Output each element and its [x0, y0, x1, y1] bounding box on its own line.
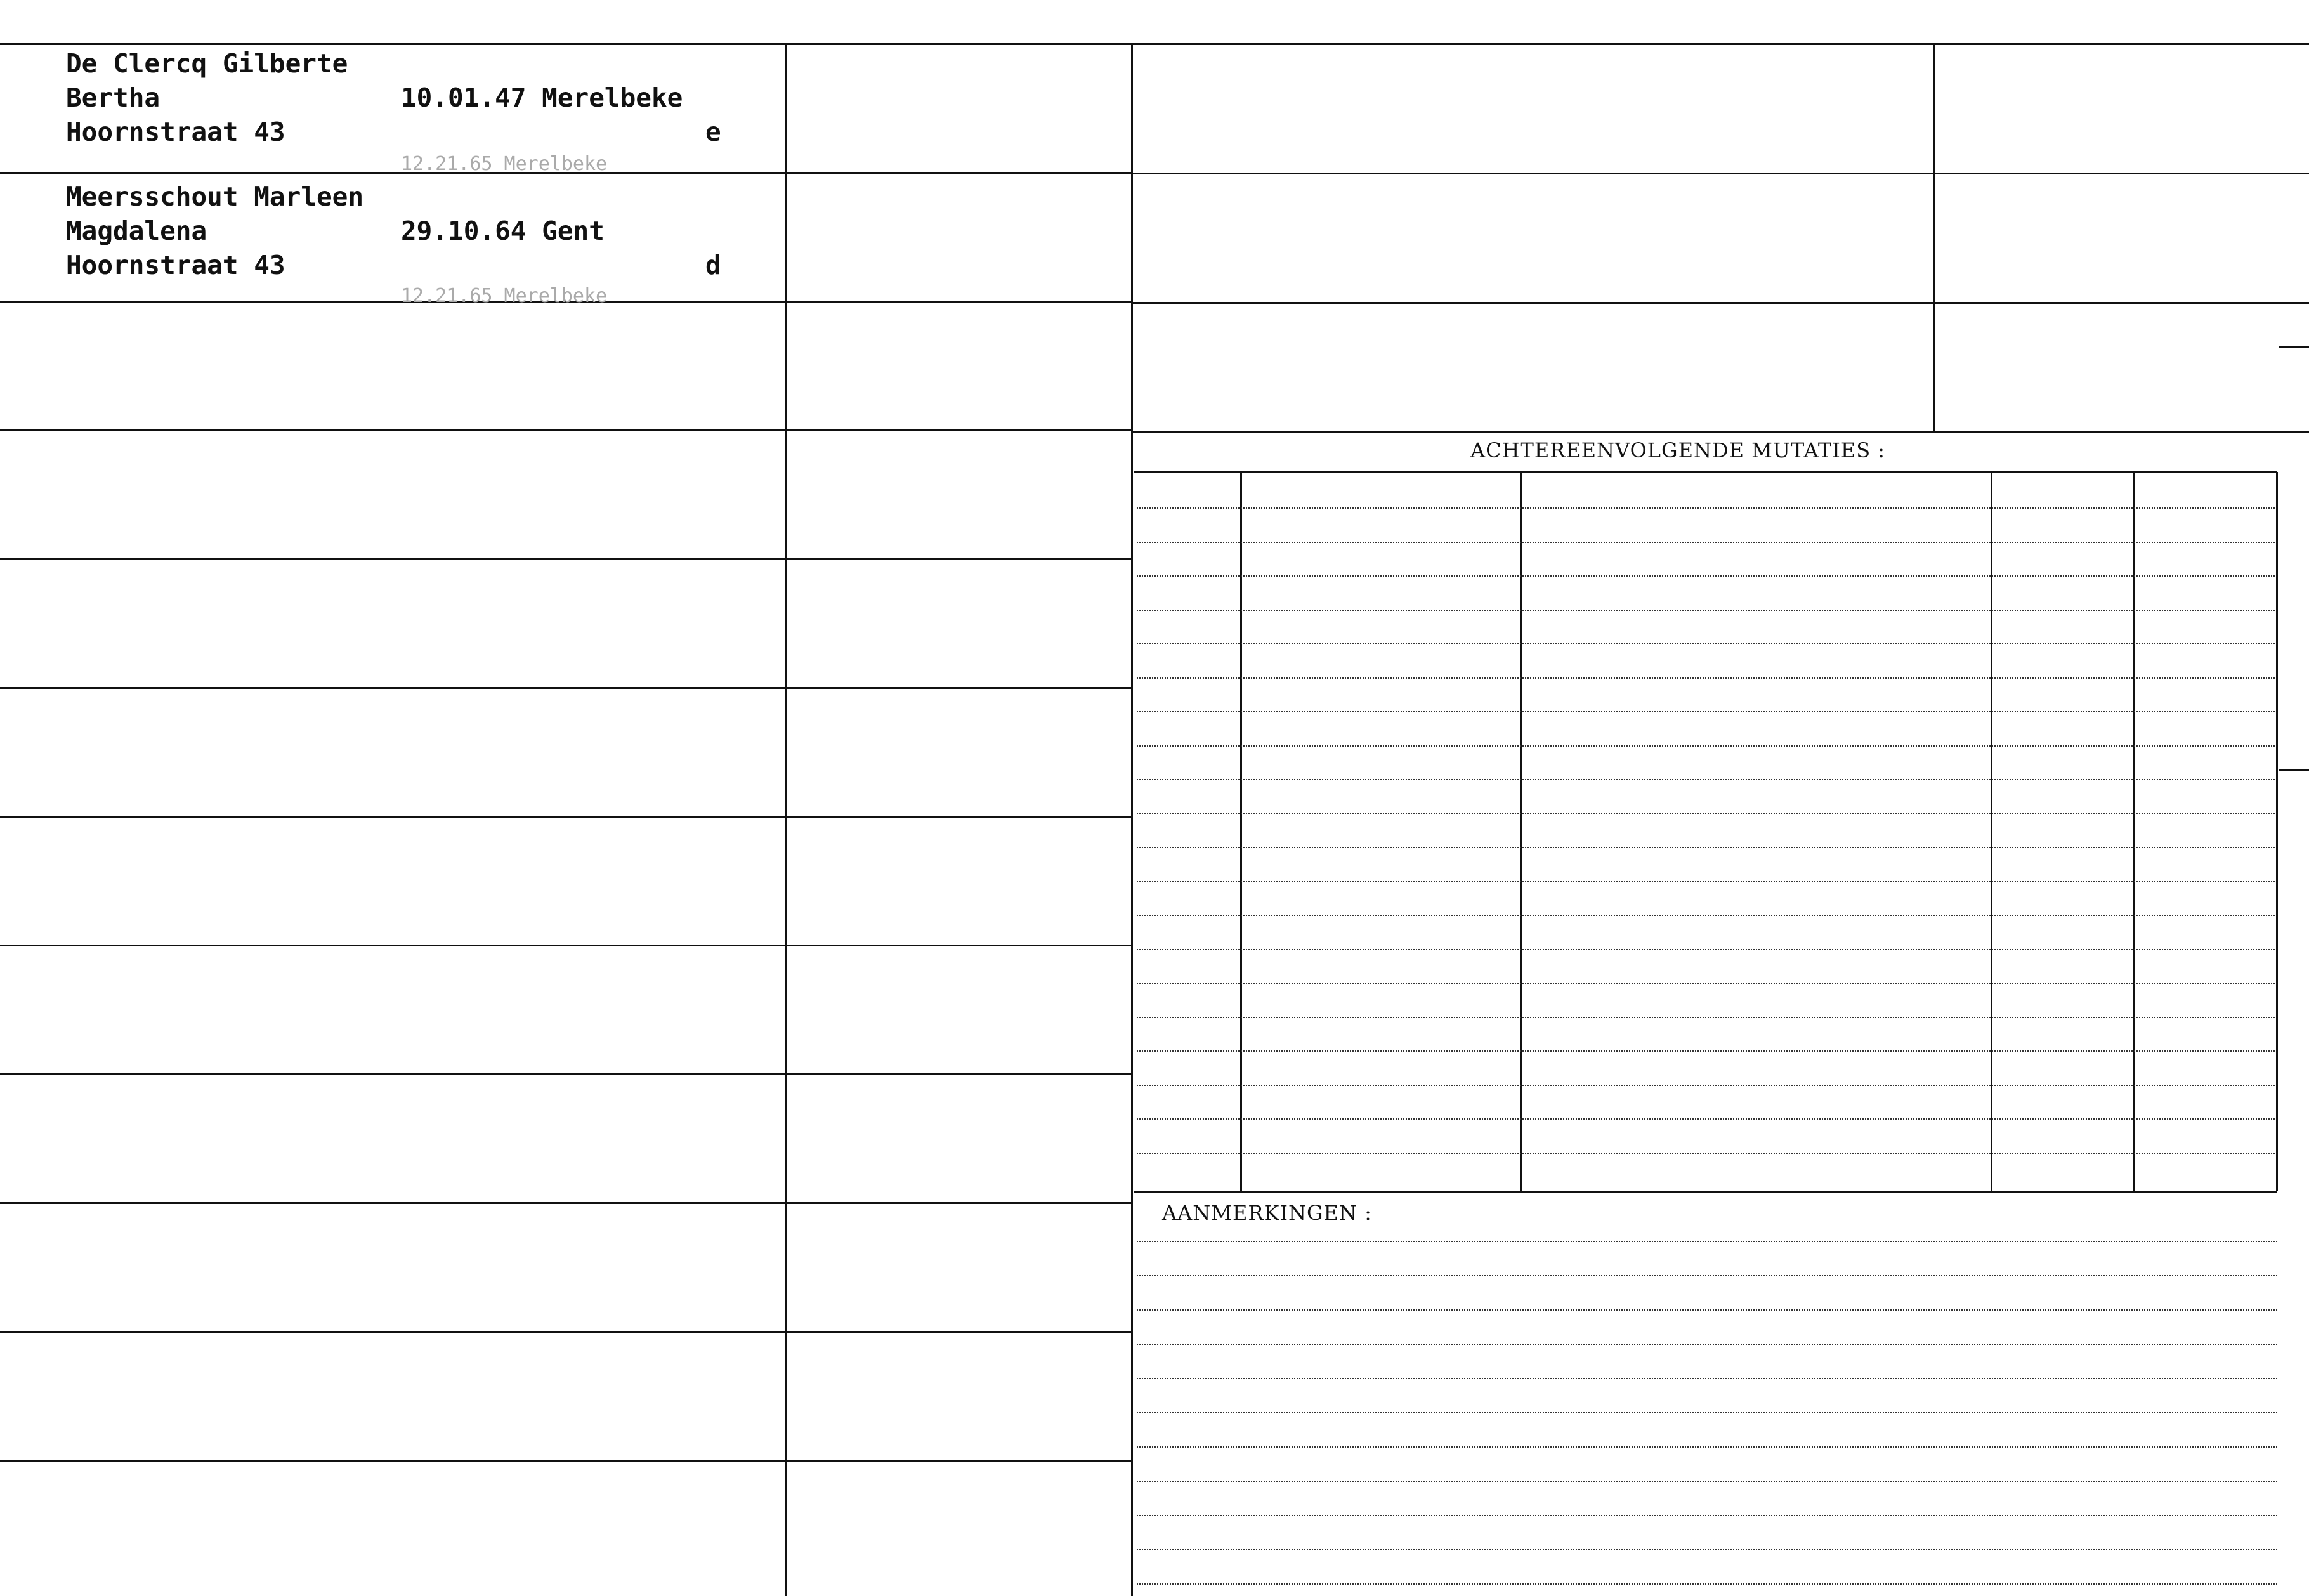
left-row-rule — [0, 1460, 1133, 1462]
remarks-row-line — [1137, 1515, 2277, 1516]
mutations-row-line — [1137, 575, 2275, 577]
mutations-row-line — [1137, 711, 2275, 712]
upper-right-rule-1 — [1133, 173, 2309, 174]
mutations-row-line — [1137, 949, 2275, 950]
entry-2-birth: 29.10.64 Gent — [401, 216, 605, 246]
entry-1-faint-text: 12.21.65 Merelbeke — [401, 153, 608, 175]
mutations-top-rule — [1134, 471, 2277, 473]
left-row-rule — [0, 687, 1133, 689]
mutations-row-line — [1137, 1017, 2275, 1018]
left-row-rule — [0, 558, 1133, 560]
remarks-row-line — [1137, 1309, 2277, 1311]
mutations-right-border — [2276, 472, 2278, 1191]
mutations-row-line — [1137, 983, 2275, 984]
mutations-row-line — [1137, 610, 2275, 611]
mutations-row-line — [1137, 1050, 2275, 1052]
mutations-col-4 — [2133, 472, 2135, 1191]
mutations-col-2 — [1520, 472, 1522, 1191]
mutations-row-line — [1137, 507, 2275, 509]
mutations-row-line — [1137, 779, 2275, 780]
left-row-rule — [0, 429, 1133, 431]
left-row-rule — [0, 1202, 1133, 1204]
remarks-row-line — [1137, 1549, 2277, 1550]
remarks-row-line — [1137, 1583, 2277, 1585]
mutations-row-line — [1137, 1153, 2275, 1154]
entry-1-address: Hoornstraat 43 — [66, 117, 285, 147]
remarks-row-line — [1137, 1275, 2277, 1276]
mutations-row-line — [1137, 847, 2275, 848]
remarks-row-line — [1137, 1446, 2277, 1448]
entry-1-given-name: Bertha — [66, 82, 160, 113]
mutations-row-line — [1137, 915, 2275, 916]
mutations-col-3 — [1991, 472, 1992, 1191]
left-row-rule — [0, 816, 1133, 818]
remarks-heading: AANMERKINGEN : — [1162, 1201, 1372, 1225]
entry-1-birth: 10.01.47 Merelbeke — [401, 82, 683, 113]
top-border — [0, 43, 2309, 45]
upper-right-divider — [1933, 44, 1935, 431]
upper-right-rule-2 — [1133, 302, 2309, 304]
mutations-bottom-rule — [1134, 1191, 2277, 1193]
mutations-col-1 — [1240, 472, 1242, 1191]
entry-2-given-name: Magdalena — [66, 216, 207, 246]
column-divider-2 — [1131, 44, 1133, 1596]
mutations-row-line — [1137, 745, 2275, 747]
upper-right-rule-3 — [1133, 431, 2309, 433]
entry-2-address: Hoornstraat 43 — [66, 250, 285, 280]
remarks-row-line — [1137, 1378, 2277, 1379]
column-divider-1 — [785, 44, 787, 1596]
mutations-row-line — [1137, 677, 2275, 679]
entry-1-name: De Clercq Gilberte — [66, 48, 348, 79]
remarks-row-line — [1137, 1344, 2277, 1345]
mutations-row-line — [1137, 643, 2275, 644]
mutations-row-line — [1137, 1085, 2275, 1086]
left-row-rule — [0, 1331, 1133, 1333]
mutations-heading: ACHTEREENVOLGENDE MUTATIES : — [1470, 438, 1886, 462]
left-row-rule — [0, 1073, 1133, 1075]
left-row-rule — [0, 945, 1133, 946]
entry-2-name: Meersschout Marleen — [66, 181, 363, 212]
entry-2-code: d — [705, 250, 721, 280]
mutations-row-line — [1137, 542, 2275, 543]
edge-tick-2 — [2279, 769, 2309, 771]
remarks-row-line — [1137, 1241, 2277, 1242]
mutations-row-line — [1137, 881, 2275, 882]
remarks-row-line — [1137, 1412, 2277, 1413]
edge-tick-1 — [2279, 346, 2309, 348]
remarks-row-line — [1137, 1481, 2277, 1482]
mutations-row-line — [1137, 813, 2275, 814]
entry-2-faint-text: 12.21.65 Merelbeke — [401, 285, 608, 307]
entry-1-code: e — [705, 117, 721, 147]
mutations-row-line — [1137, 1118, 2275, 1120]
